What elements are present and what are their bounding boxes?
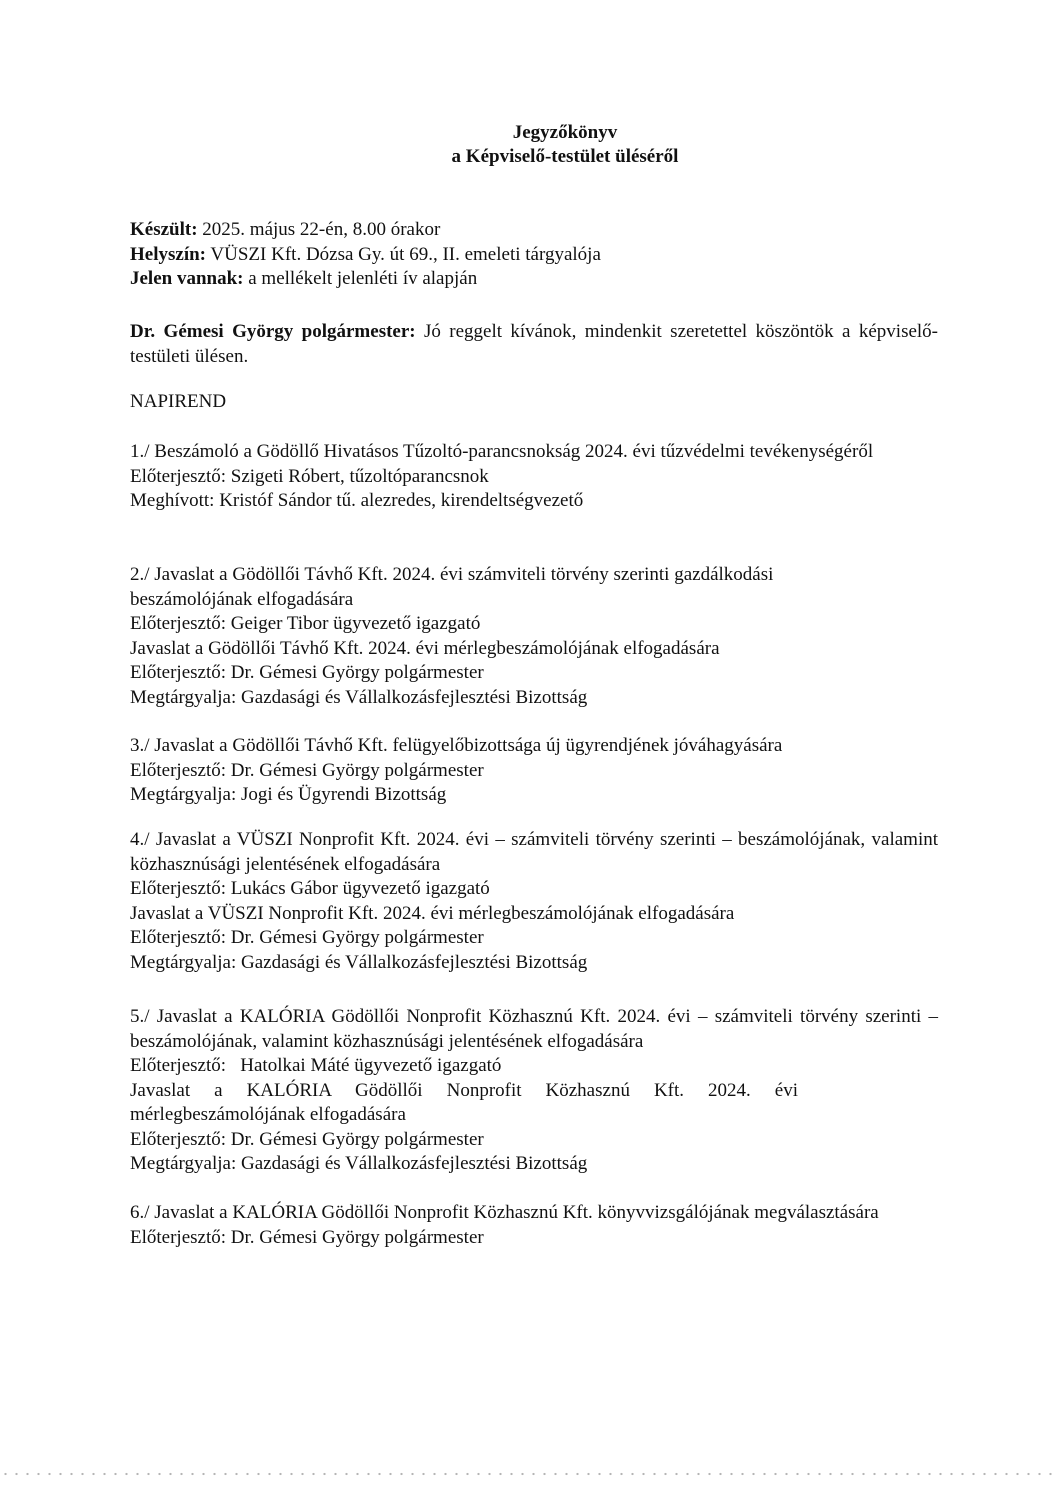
agenda-item-line: Meghívott: Kristóf Sándor tű. alezredes, kirendeltségvezető (130, 490, 584, 511)
agenda-item-line: Előterjesztő: Dr. Gémesi György polgármester (130, 927, 484, 948)
agenda-item-heading: 2./ Javaslat a Gödöllői Távhő Kft. 2024. évi számviteli törvény szerinti gazdálkodási beszámolójának elfogadására (130, 564, 774, 610)
greeting-speaker: Dr. Gémesi György polgármester: (130, 321, 416, 342)
greeting-text: Jó reggelt kívánok, mindenkit szeretettel köszöntök a képviselő-testületi ülésen. (130, 321, 938, 367)
agenda-item-line: Megtárgyalja: Gazdasági és Vállalkozásfejlesztési Bizottság (130, 1153, 588, 1174)
agenda-item-6 (130, 1201, 938, 1250)
agenda-item-line: Előterjesztő: Dr. Gémesi György polgármester (130, 1226, 484, 1248)
agenda-item-line: Előterjesztő: Dr. Gémesi György polgármester (130, 662, 484, 683)
agenda-item-line: Előterjesztő: Dr. Gémesi György polgármester (130, 1128, 484, 1150)
agenda-item-3 (130, 734, 938, 808)
agenda-item-5 (130, 1005, 938, 1177)
agenda-item-line: Előterjesztő: Lukács Gábor ügyvezető igazgató (130, 878, 490, 899)
meta-place-label: Helyszín: (130, 243, 206, 265)
agenda-item-line: Javaslat a VÜSZI Nonprofit Kft. 2024. évi mérlegbeszámolójának elfogadására (130, 902, 735, 924)
agenda-item-line: Előterjesztő: Hatolkai Máté ügyvezető igazgató (130, 1055, 502, 1076)
title-heading: Jegyzőkönyv (512, 122, 618, 143)
agenda-item-heading: 4./ Javaslat a VÜSZI Nonprofit Kft. 2024. évi – számviteli törvény szerinti – beszámolójának, valamint közhasznúsági jelentésének elfogadására (130, 829, 938, 875)
agenda-title: NAPIREND (130, 391, 227, 412)
agenda-item-line: Javaslat a Gödöllői Távhő Kft. 2024. évi mérlegbeszámolójának elfogadására (130, 637, 720, 659)
agenda-item-2 (130, 563, 938, 710)
agenda-item-heading: 5./ Javaslat a KALÓRIA Gödöllői Nonprofit Közhasznú Kft. 2024. évi – számviteli törvény szerinti – beszámolójának, valamint közhasznúsági jelentésének elfogadására (130, 1006, 938, 1052)
agenda-item-4 (130, 828, 938, 975)
meta-made (130, 218, 938, 243)
agenda-item-line: Megtárgyalja: Gazdasági és Vállalkozásfejlesztési Bizottság (130, 951, 588, 973)
greeting-paragraph (130, 320, 938, 369)
agenda-item-line: Megtárgyalja: Gazdasági és Vállalkozásfejlesztési Bizottság (130, 686, 588, 708)
meta-place (130, 243, 938, 268)
agenda-item-heading: 1./ Beszámoló a Gödöllő Hivatásos Tűzoltó-parancsnokság 2024. évi tűzvédelmi tevékenységéről (130, 441, 874, 462)
agenda-item-line: Javaslat a KALÓRIA Gödöllői Nonprofit Közhasznú Kft. 2024. évi mérlegbeszámolójának elfogadására (130, 1079, 798, 1125)
meta-place-value: VÜSZI Kft. Dózsa Gy. út 69., II. emeleti tárgyalója (210, 243, 601, 265)
scan-artifact-dots (0, 1472, 1059, 1476)
meta-present-label: Jelen vannak: (130, 268, 244, 289)
meta-present-value: a mellékelt jelenléti ív alapján (248, 268, 478, 289)
agenda-item-line: Előterjesztő: Geiger Tibor ügyvezető igazgató (130, 613, 481, 634)
meta-present (130, 267, 938, 292)
document-title (0, 121, 1059, 169)
agenda-item-heading: 6./ Javaslat a KALÓRIA Gödöllői Nonprofit Közhasznú Kft. könyvvizsgálójának megválasztására (130, 1202, 879, 1223)
agenda-item-heading: 3./ Javaslat a Gödöllői Távhő Kft. felügyelőbizottsága új ügyrendjének jóváhagyására (130, 735, 783, 756)
agenda-item-line: Előterjesztő: Dr. Gémesi György polgármester (130, 759, 484, 781)
meeting-meta (130, 218, 938, 292)
agenda-item-1 (130, 440, 938, 514)
title-subheading: a Képviselő-testület üléséről (451, 146, 679, 167)
agenda-item-line: Előterjesztő: Szigeti Róbert, tűzoltóparancsnok (130, 465, 489, 487)
meta-made-label: Készült: (130, 219, 198, 240)
agenda-item-line: Megtárgyalja: Jogi és Ügyrendi Bizottság (130, 784, 447, 805)
meta-made-value: 2025. május 22-én, 8.00 órakor (202, 219, 441, 240)
